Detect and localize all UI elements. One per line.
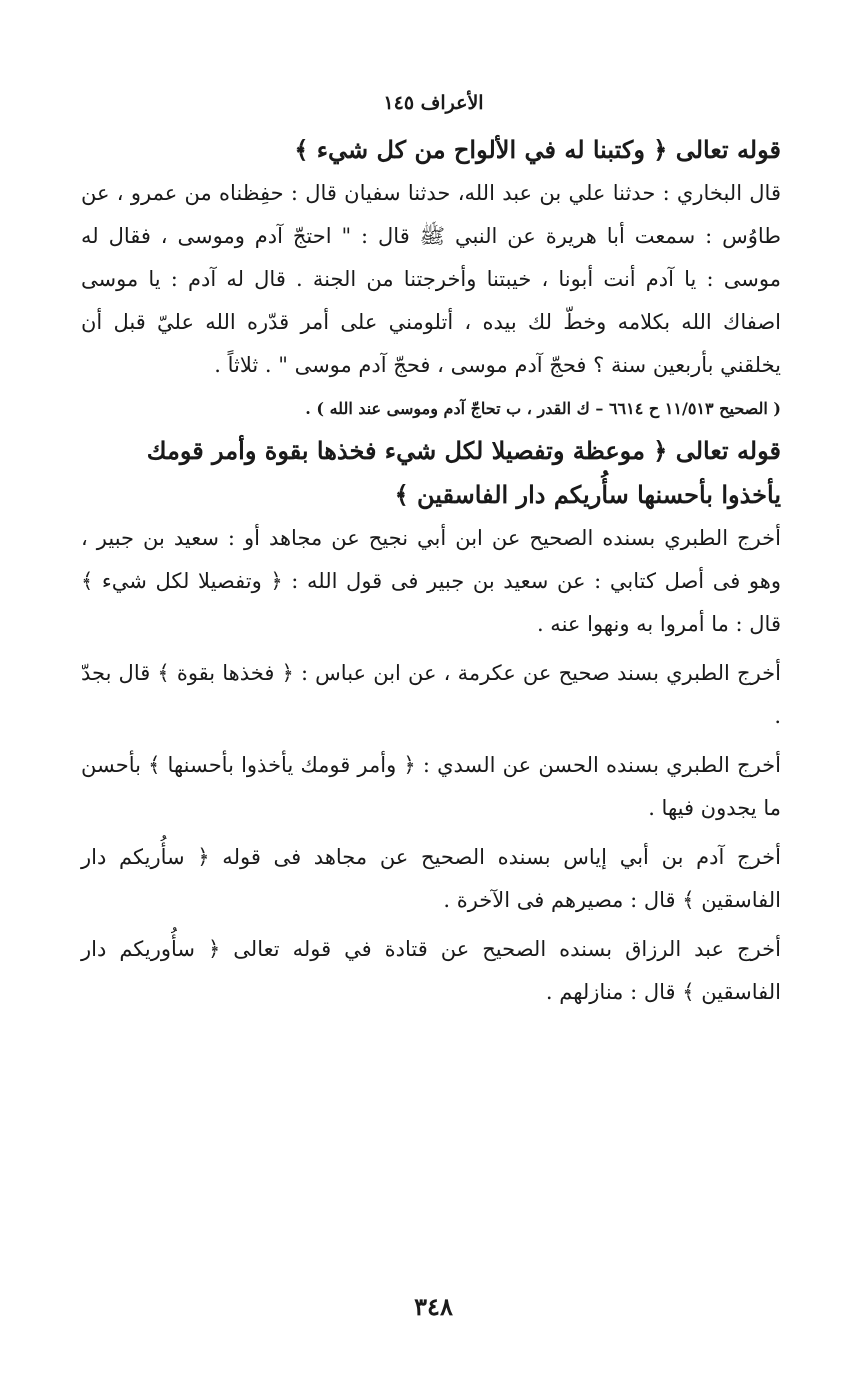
tafsir-paragraph: أخرج آدم بن أبي إياس بسنده الصحيح عن مجاهد فى قوله ﴿ سأُريكم دار الفاسقين ﴾ قال : مصيرهم فى الآخرة . — [81, 845, 781, 912]
hadith-paragraph: قال البخاري : حدثنا علي بن عبد الله، حدثنا سفيان قال : حفِظناه من عمرو ، عن طاوُس : سمعت أبا هريرة عن النبي ﷺ قال : " احتجّ آدم وموسى ، فقال له موسى : يا آدم أنت أبونا ، خيبتنا وأخرجتنا من الجنة . قال له آدم : يا موسى اصفاك الله بكلامه وخطّ لك بيده ، أتلومني على أمر قدّره الله عليّ قبل أن يخلقني بأربعين سنة ؟ فحجّ آدم موسى ، فحجّ آدم موسى " . ثلاثاً . — [81, 181, 781, 377]
verse-heading: قوله تعالى ﴿ وكتبنا له في الألواح من كل شيء ﴾ — [294, 135, 781, 164]
page-number: ٣٤٨ — [414, 1292, 453, 1321]
tafsir-paragraph: أخرج الطبري بسنده الحسن عن السدي : ﴿ وأمر قومك يأخذوا بأحسنها ﴾ بأحسن ما يجدون فيها . — [81, 753, 781, 820]
running-header: الأعراف ١٤٥ — [383, 92, 484, 114]
tafsir-paragraph: أخرج عبد الرزاق بسنده الصحيح عن قتادة في قوله تعالى ﴿ سأُوريكم دار الفاسقين ﴾ قال : منازلهم . — [81, 937, 781, 1004]
verse-heading: قوله تعالى ﴿ موعظة وتفصيلا لكل شيء فخذها بقوة وأمر قومك يأخذوا بأحسنها سأُريكم دار الفاسقين ﴾ — [146, 436, 781, 509]
tafsir-paragraph: أخرج الطبري بسنده الصحيح عن ابن أبي نجيح عن مجاهد أو : سعيد بن جبير ، وهو فى أصل كتابي : عن سعيد بن جبير فى قول الله : ﴿ وتفصيلا لكل شيء ﴾ قال : ما أمروا به ونهوا عنه . — [81, 526, 781, 636]
tafsir-paragraph: أخرج الطبري بسند صحيح عن عكرمة ، عن ابن عباس : ﴿ فخذها بقوة ﴾ قال بجدّ . — [81, 661, 781, 728]
text-column — [81, 128, 781, 1020]
source-citation: ( الصحيح ١١/٥١٣ ح ٦٦١٤ – ك القدر ، ب تحاجّ آدم وموسى عند الله ) . — [305, 399, 781, 418]
